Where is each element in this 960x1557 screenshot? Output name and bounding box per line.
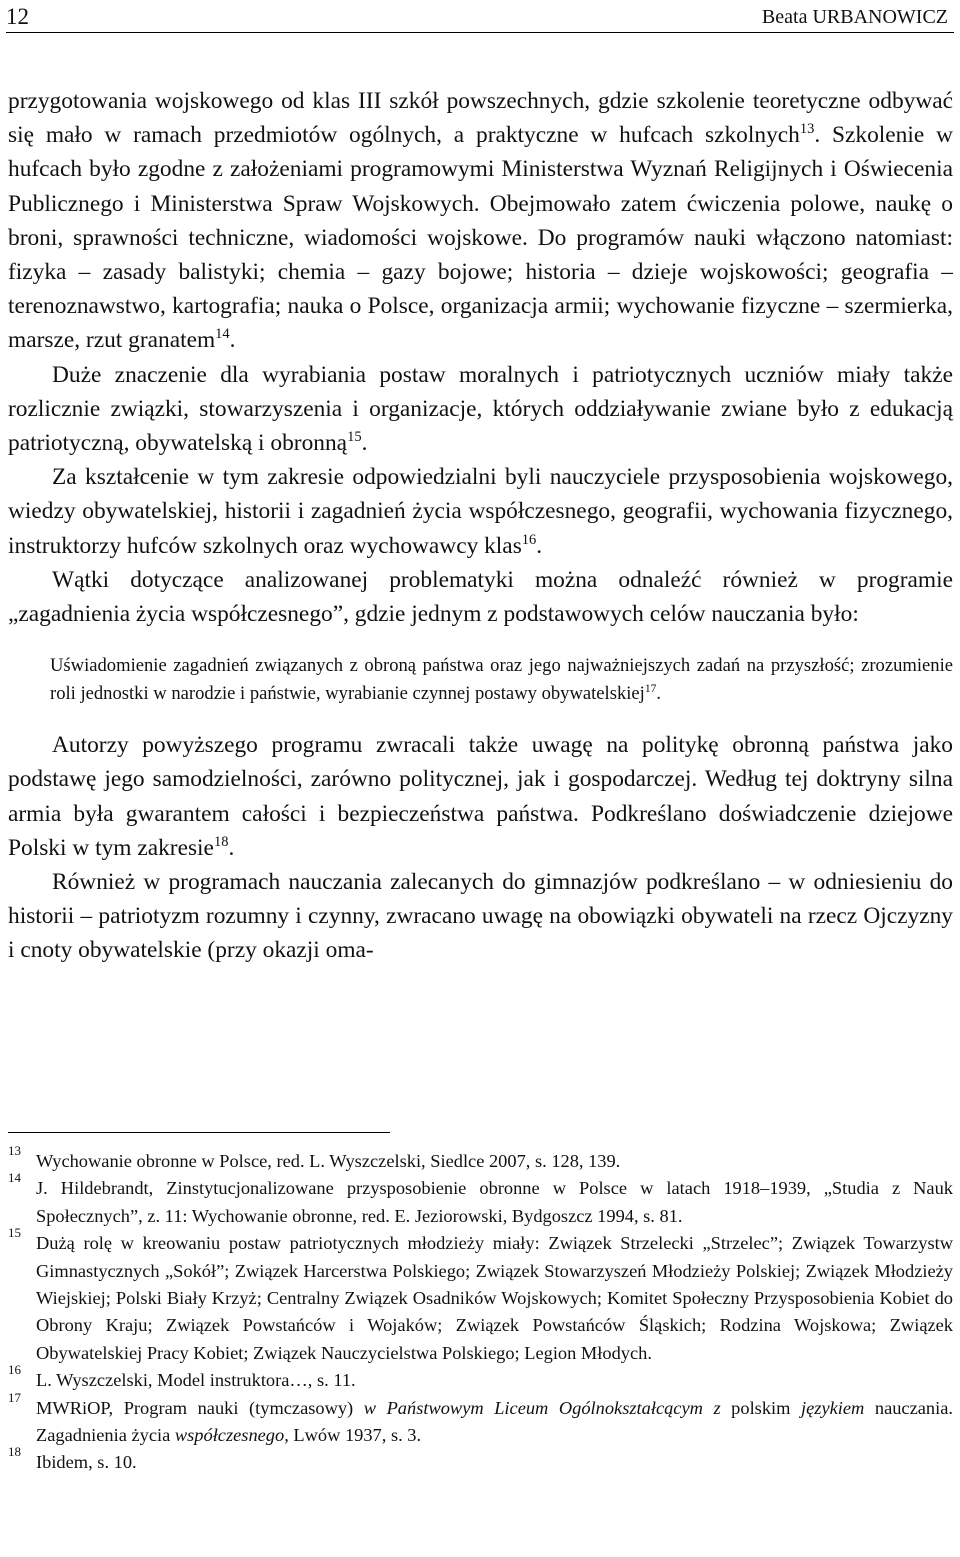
main-text [8, 84, 953, 968]
paragraph-2: Duże znaczenie dla wyrabiania postaw moralnych i patriotycznych uczniów miały także rozlicznie związki, stowarzyszenia i organizacje, których oddziaływanie zwiane było z edukacją patriotyczną, obywatelską i obronną$^{15}$. [8, 361, 953, 457]
paragraph-1: przygotowania wojskowego od klas III szkół powszechnych, gdzie szkolenie teoretyczne odbywać się mało w ramach przedmiotów ogólnych, a praktyczne w hufcach szkolnych$^{13}$. Szkolenie w hufcach było zgodne z założeniami programowymi Ministerstwa Wyznań Religijnych i Oświecenia Publicznego i Ministerstwa Spraw Wojskowych. Obejmowało zatem ćwiczenia polowe, naukę o broni, sprawności techniczne, wiadomości wojskowe. Do programów nauki włączono natomiast: fizyka – zasady balistyki; chemia – gazy bojowe; historia – dzieje wojskowości; geografia – terenoznawstwo, kartografia; nauka o Polsce, organizacja armii; wychowanie fizyczne – szermierka, marsze, rzut granatem$^{14}$. [8, 88, 953, 354]
footnote-ref-18[interactable]: 18 [213, 834, 229, 851]
footnote-number: 17 [8, 1389, 21, 1405]
footnote-number: 14 [8, 1170, 21, 1186]
page-header [6, 2, 954, 33]
block-quote: Uświadomienie zagadnień związanych z obroną państwa oraz jego najważniejszych zadań na przyszłość; zrozumienie roli jednostki w narodzie i państwie, wyrabianie czynnej postawy obywatelskiej$^{17}$. [50, 655, 953, 705]
footnote-text: L. Wyszczelski, Model instruktora…, s. 11. [36, 1370, 356, 1391]
footnote-text: Dużą rolę w kreowaniu postaw patriotycznych młodzieży miały: Związek Strzelecki „Strzelec”; Związek Towarzystw Gimnastycznych „Sokół”; Związek Harcerstwa Polskiego; Związek Stowarzyszeń Młodzieży Polskiej; Związek Młodzieży Wiejskiej; Polski Biały Krzyż; Centralny Związek Osadników Wojskowych; Komitet Społeczny Przysposobienia Kobiet do Obrony Kraju; Związek Powstańców i Wojaków; Związek Powstańców Śląskich; Rodzina Wojskowa; Związek Obywatelskiej Pracy Kobiet; Związek Nauczycielstwa Polskiego; Legion Młodych. [36, 1233, 953, 1363]
footnote-number: 15 [8, 1225, 21, 1241]
footnote-13 [8, 1143, 953, 1175]
footnote-text: Wychowanie obronne w Polsce, red. L. Wyszczelski, Siedlce 2007, s. 128, 139. [36, 1151, 621, 1171]
footnote-text: J. Hildebrandt, Zinstytucjonalizowane przysposobienie obronne w Polsce w latach 1918–1939, „Studia z Nauk Społecznych”, z. 11: Wychowanie obronne, red. E. Jeziorowski, Bydgoszcz 1994, s. 81. [36, 1178, 953, 1226]
paragraph-4: Wątki dotyczące analizowanej problematyki można odnaleźć również w programie „zagadnienia życia współczesnego”, gdzie jednym z podstawowych celów nauczania było: [8, 566, 953, 628]
footnote-ref-16[interactable]: 16 [521, 531, 537, 548]
page-number: 12 [6, 4, 29, 29]
paragraph-5: Autorzy powyższego programu zwracali także uwagę na politykę obronną państwa jako podstawę jego samodzielności, zarówno politycznej, jak i gospodarczej. Według tej doktryny silna armia była gwarantem całości i bezpieczeństwa państwa. Podkreślano doświadczenie dziejowe Polski w tym zakresie$^{18}$. [8, 732, 953, 861]
running-head-author: Beata URBANOWICZ [761, 6, 948, 28]
footnote-separator [8, 1132, 390, 1133]
footnote-text: MWRiOP, Program nauki (tymczasowy) w Państwowym Liceum Ogólnokształcącym z polskim językiem nauczania. Zagadnienia życia współczesnego, Lwów 1937, s. 3. [36, 1397, 953, 1446]
footnote-16 [8, 1362, 953, 1394]
footnote-ref-17[interactable]: 17 [644, 683, 657, 696]
footnote-text: Ibidem, s. 10. [36, 1452, 137, 1473]
paragraph-6: Również w programach nauczania zalecanych do gimnazjów podkreślano – w odniesieniu do historii – patriotyzm rozumny i czynny, zwracano uwagę na obowiązki obywateli na rzecz Ojczyzny i cnoty obywatelskie (przy okazji oma- [8, 869, 953, 964]
footnote-15 [8, 1225, 953, 1367]
footnote-number: 13 [8, 1143, 21, 1158]
footnote-ref-15[interactable]: 15 [347, 429, 362, 446]
footnote-14 [8, 1170, 953, 1230]
footnotes [8, 1143, 953, 1477]
footnote-number: 16 [8, 1362, 21, 1378]
paragraph-3: Za kształcenie w tym zakresie odpowiedzialni byli nauczyciele przysposobienia wojskowego, wiedzy obywatelskiej, historii i zagadnień życia współczesnego, geografii, wychowania fizycznego, instruktorzy hufców szkolnych oraz wychowawcy klas$^{16}$. [8, 464, 953, 559]
footnote-17 [8, 1389, 953, 1450]
footnote-number: 18 [8, 1444, 21, 1460]
footnote-18 [8, 1444, 953, 1476]
footnote-ref-14[interactable]: 14 [215, 326, 230, 343]
footnote-ref-13[interactable]: 13 [799, 121, 815, 138]
